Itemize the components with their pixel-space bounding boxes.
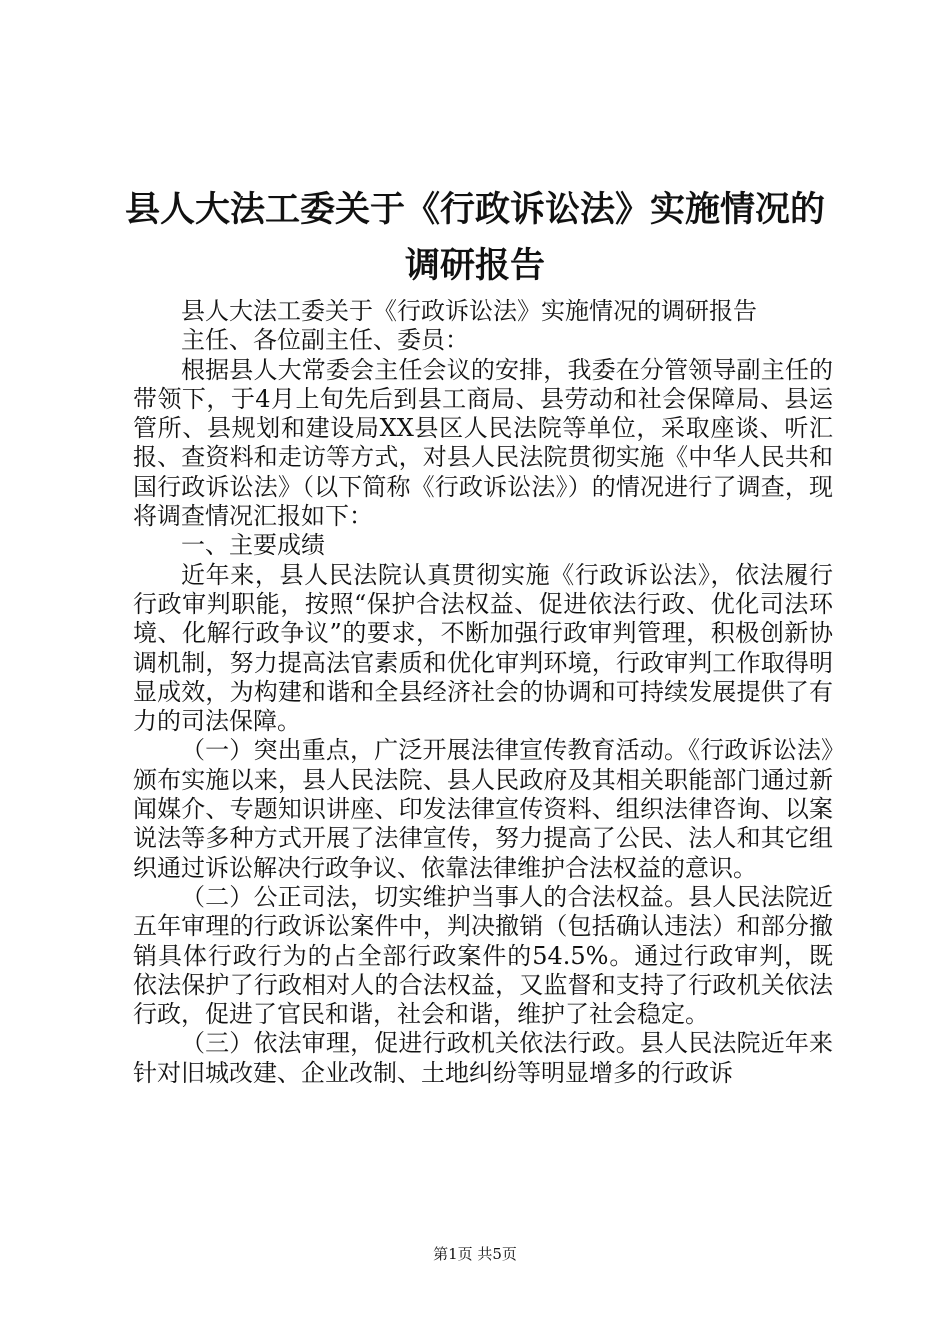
paragraph-intro: 根据县人大常委会主任会议的安排，我委在分管领导副主任的带领下，于4月上旬先后到县工商局、县劳动和社会保障局、县运管所、县规划和建设局XX县区人民法院等单位，采取座谈、听汇报、查资料和走访等方式，对县人民法院贯彻实施《中华人民共和国行政诉讼法》（以下简称《行政诉讼法》）的情况进行了调查，现将调查情况汇报如下： [133,355,833,531]
paragraph-point-2: （二）公正司法，切实维护当事人的合法权益。县人民法院近五年审理的行政诉讼案件中，判决撤销（包括确认违法）和部分撤销具体行政行为的占全部行政案件的54.5%。通过行政审判，既依法保护了行政相对人的合法权益，又监督和支持了行政机关依法行政，促进了官民和谐，社会和谐，维护了社会稳定。 [133,882,833,1029]
document-title-line-1: 县人大法工委关于《行政诉讼法》实施情况的 [124,189,825,230]
section-heading: 一、主要成绩 [181,531,325,560]
paragraph-achievements: 近年来，县人民法院认真贯彻实施《行政诉讼法》，依法履行行政审判职能，按照“保护合法权益、促进依法行政、优化司法环境、化解行政争议”的要求，不断加强行政审判管理，积极创新协调机制，努力提高法官素质和优化审判环境，行政审判工作取得明显成效，为构建和谐和全县经济社会的协调和可持续发展提供了有力的司法保障。 [133,560,833,736]
document-body [133,297,833,1088]
paragraph-point-3: （三）依法审理，促进行政机关依法行政。县人民法院近年来针对旧城改建、企业改制、土地纠纷等明显增多的行政诉 [133,1029,833,1087]
paragraph-subtitle: 县人大法工委关于《行政诉讼法》实施情况的调研报告 [181,297,757,325]
document-title-line-2: 调研报告 [404,245,545,286]
paragraph-salutation: 主任、各位副主任、委员： [181,326,469,355]
paragraph-point-1: （一）突出重点，广泛开展法律宣传教育活动。《行政诉讼法》颁布实施以来，县人民法院、县人民政府及其相关职能部门通过新闻媒介、专题知识讲座、印发法律宣传资料、组织法律咨询、以案说法等多种方式开展了法律宣传，努力提高了公民、法人和其它组织通过诉讼解决行政争议、依靠法律维护合法权益的意识。 [133,736,833,882]
page-footer: 第1页 共5页 [433,1245,517,1263]
